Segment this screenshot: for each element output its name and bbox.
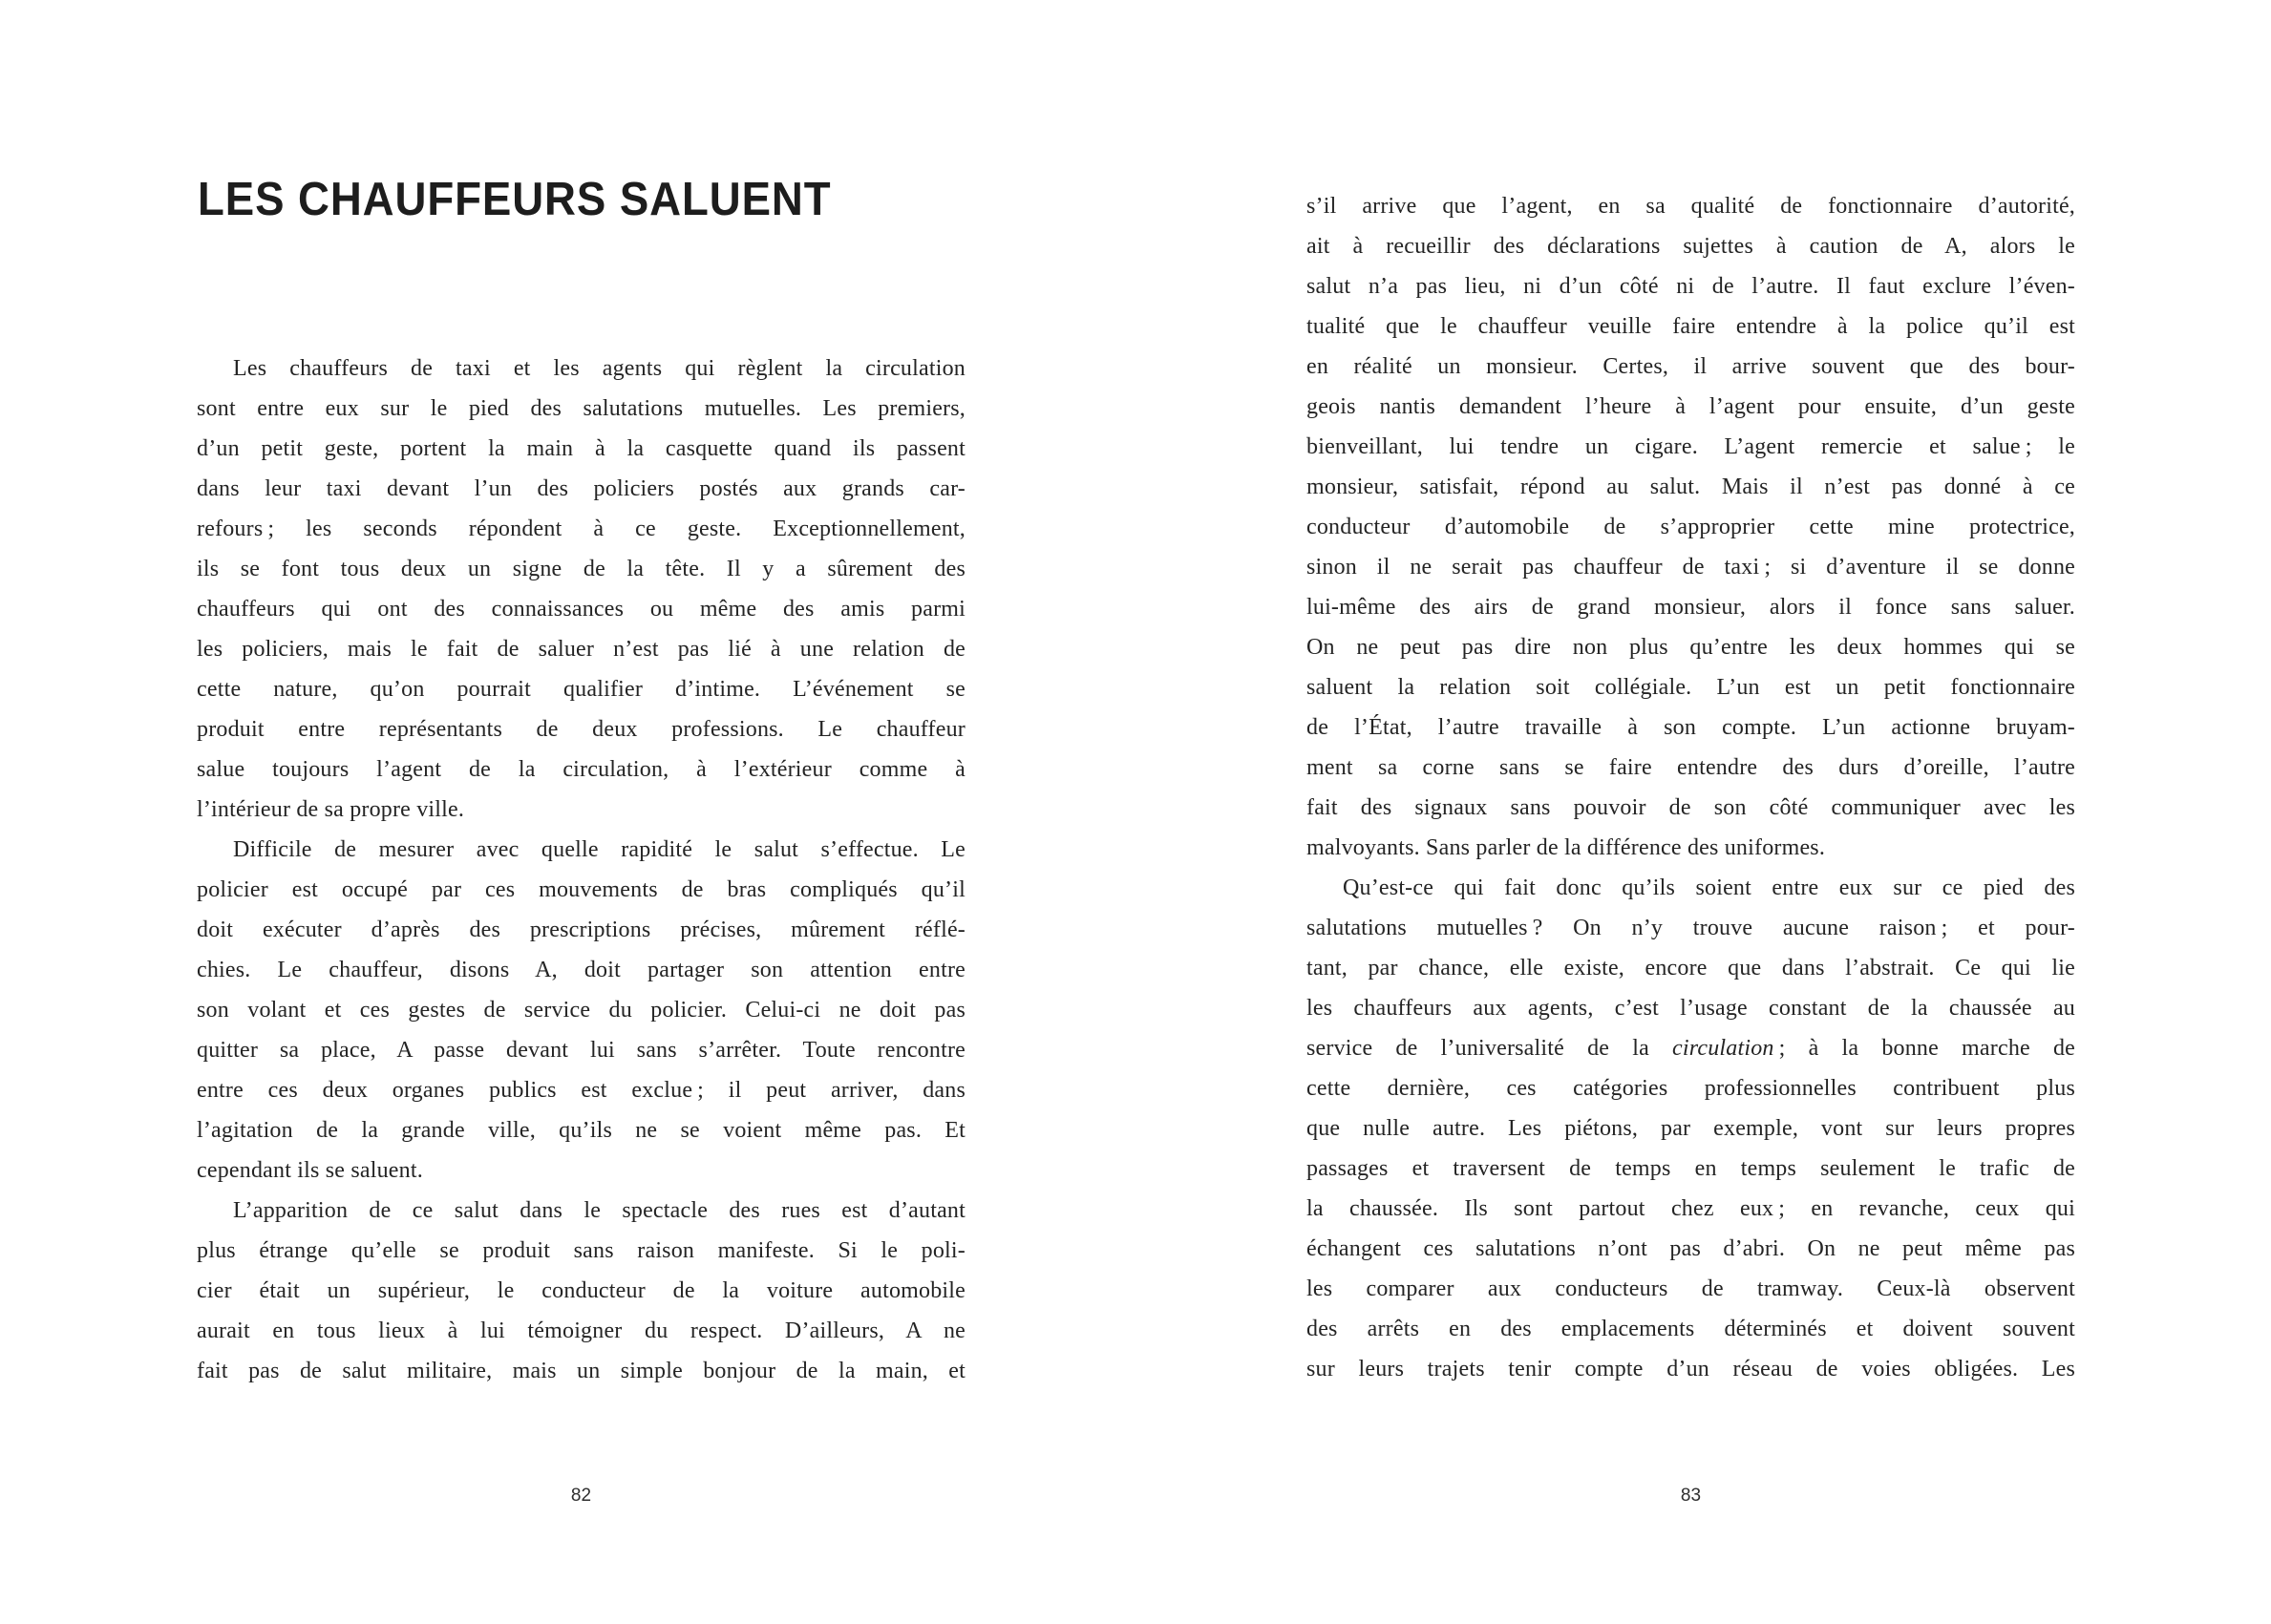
text-line: saluent la relation soit collégiale. L’un est un petit fonctionnaire [1306,675,2075,700]
text-line [1306,1028,2075,1068]
text-line: policier est occupé par ces mouvements de bras compliqués qu’il [197,877,966,902]
text-line: Difficile de mesurer avec quelle rapidité le salut s’effectue. Le [233,837,966,862]
text-line: des arrêts en des emplacements déterminés et doivent souvent [1306,1317,2075,1341]
text-line: cier était un supérieur, le conducteur de la voiture automobile [197,1278,966,1303]
text-line: cette nature, qu’on pourrait qualifier d’intime. L’événement se [197,677,966,702]
text-line: chauffeurs qui ont des connaissances ou même des amis parmi [197,597,966,622]
text-line: que nulle autre. Les piétons, par exemple, vont sur leurs propres [1306,1116,2075,1141]
text-line: fait des signaux sans pouvoir de son côté communiquer avec les [1306,795,2075,820]
text-line: tant, par chance, elle existe, encore que dans l’abstrait. Ce qui lie [1306,956,2075,981]
text-line: salue toujours l’agent de la circulation, à l’extérieur comme à [197,757,966,782]
left-page-text [197,348,966,1391]
text-line: refours ; les seconds répondent à ce geste. Exceptionnellement, [197,517,966,541]
text-line: doit exécuter d’après des prescriptions précises, mûrement réflé- [197,917,966,942]
text-line: salutations mutuelles ? On n’y trouve aucune raison ; et pour- [1306,916,2075,940]
text-line: chies. Le chauffeur, disons A, doit partager son attention entre [197,958,966,982]
text-segment: service de l’universalité de la [1306,1036,1672,1061]
text-line: On ne peut pas dire non plus qu’entre les deux hommes qui se [1306,635,2075,660]
text-line: malvoyants. Sans parler de la différence des uniformes. [1306,835,1826,860]
text-line: ait à recueillir des déclarations sujettes à caution de A, alors le [1306,234,2075,259]
right-page-number: 83 [1680,1486,1702,1506]
text-line: plus étrange qu’elle se produit sans raison manifeste. Si le poli- [197,1238,966,1263]
text-line: Qu’est-ce qui fait donc qu’ils soient entre eux sur ce pied des [1343,875,2075,900]
text-line: conducteur d’automobile de s’approprier cette mine protectrice, [1306,515,2075,539]
text-line: cependant ils se saluent. [197,1158,423,1183]
text-line: les chauffeurs aux agents, c’est l’usage constant de la chaussée au [1306,996,2075,1021]
text-line: L’apparition de ce salut dans le spectacle des rues est d’autant [233,1198,966,1223]
text-line: de l’État, l’autre travaille à son compte. L’un actionne bruyam- [1306,715,2075,740]
text-line: fait pas de salut militaire, mais un simple bonjour de la main, et [197,1359,966,1383]
text-line: ment sa corne sans se faire entendre des durs d’oreille, l’autre [1306,755,2075,780]
text-line: cette dernière, ces catégories professionnelles contribuent plus [1306,1076,2075,1101]
text-line: tualité que le chauffeur veuille faire entendre à la police qu’il est [1306,314,2075,339]
text-line: l’agitation de la grande ville, qu’ils ne se voient même pas. Et [197,1118,966,1143]
chapter-title: LES CHAUFFEURS SALUENT [198,174,832,225]
text-line: quitter sa place, A passe devant lui sans s’arrêter. Toute rencontre [197,1038,966,1063]
text-line: salut n’a pas lieu, ni d’un côté ni de l’autre. Il faut exclure l’éven- [1306,274,2075,299]
text-line: les comparer aux conducteurs de tramway. Ceux-là observent [1306,1276,2075,1301]
text-line: d’un petit geste, portent la main à la casquette quand ils passent [197,436,966,461]
italic-term: circulation [1672,1036,1774,1061]
text-line: monsieur, satisfait, répond au salut. Mais il n’est pas donné à ce [1306,475,2075,499]
text-line: bienveillant, lui tendre un cigare. L’agent remercie et salue ; le [1306,434,2075,459]
text-line: la chaussée. Ils sont partout chez eux ; en revanche, ceux qui [1306,1196,2075,1221]
text-line: dans leur taxi devant l’un des policiers postés aux grands car- [197,476,966,501]
text-segment: ; à la bonne marche de [1773,1036,2075,1061]
text-line: lui-même des airs de grand monsieur, alors il fonce sans saluer. [1306,595,2075,620]
text-line: les policiers, mais le fait de saluer n’est pas lié à une relation de [197,637,966,662]
right-page-text [1306,186,2075,1389]
text-line: son volant et ces gestes de service du policier. Celui-ci ne doit pas [197,998,966,1023]
text-line: sont entre eux sur le pied des salutations mutuelles. Les premiers, [197,396,966,421]
text-line: en réalité un monsieur. Certes, il arrive souvent que des bour- [1306,354,2075,379]
text-line: sur leurs trajets tenir compte d’un réseau de voies obligées. Les [1306,1357,2075,1381]
left-page-number: 82 [570,1486,592,1506]
text-line: produit entre représentants de deux professions. Le chauffeur [197,717,966,742]
text-line: passages et traversent de temps en temps seulement le trafic de [1306,1156,2075,1181]
text-line: entre ces deux organes publics est exclue ; il peut arriver, dans [197,1078,966,1103]
text-line: geois nantis demandent l’heure à l’agent pour ensuite, d’un geste [1306,394,2075,419]
text-line: l’intérieur de sa propre ville. [197,797,465,822]
text-line: Les chauffeurs de taxi et les agents qui règlent la circulation [233,356,966,381]
text-line: aurait en tous lieux à lui témoigner du respect. D’ailleurs, A ne [197,1318,966,1343]
text-line: ils se font tous deux un signe de la tête. Il y a sûrement des [197,557,966,581]
text-line: échangent ces salutations n’ont pas d’abri. On ne peut même pas [1306,1236,2075,1261]
text-line: s’il arrive que l’agent, en sa qualité de fonctionnaire d’autorité, [1306,194,2075,219]
text-line: sinon il ne serait pas chauffeur de taxi ; si d’aventure il se donne [1306,555,2075,580]
